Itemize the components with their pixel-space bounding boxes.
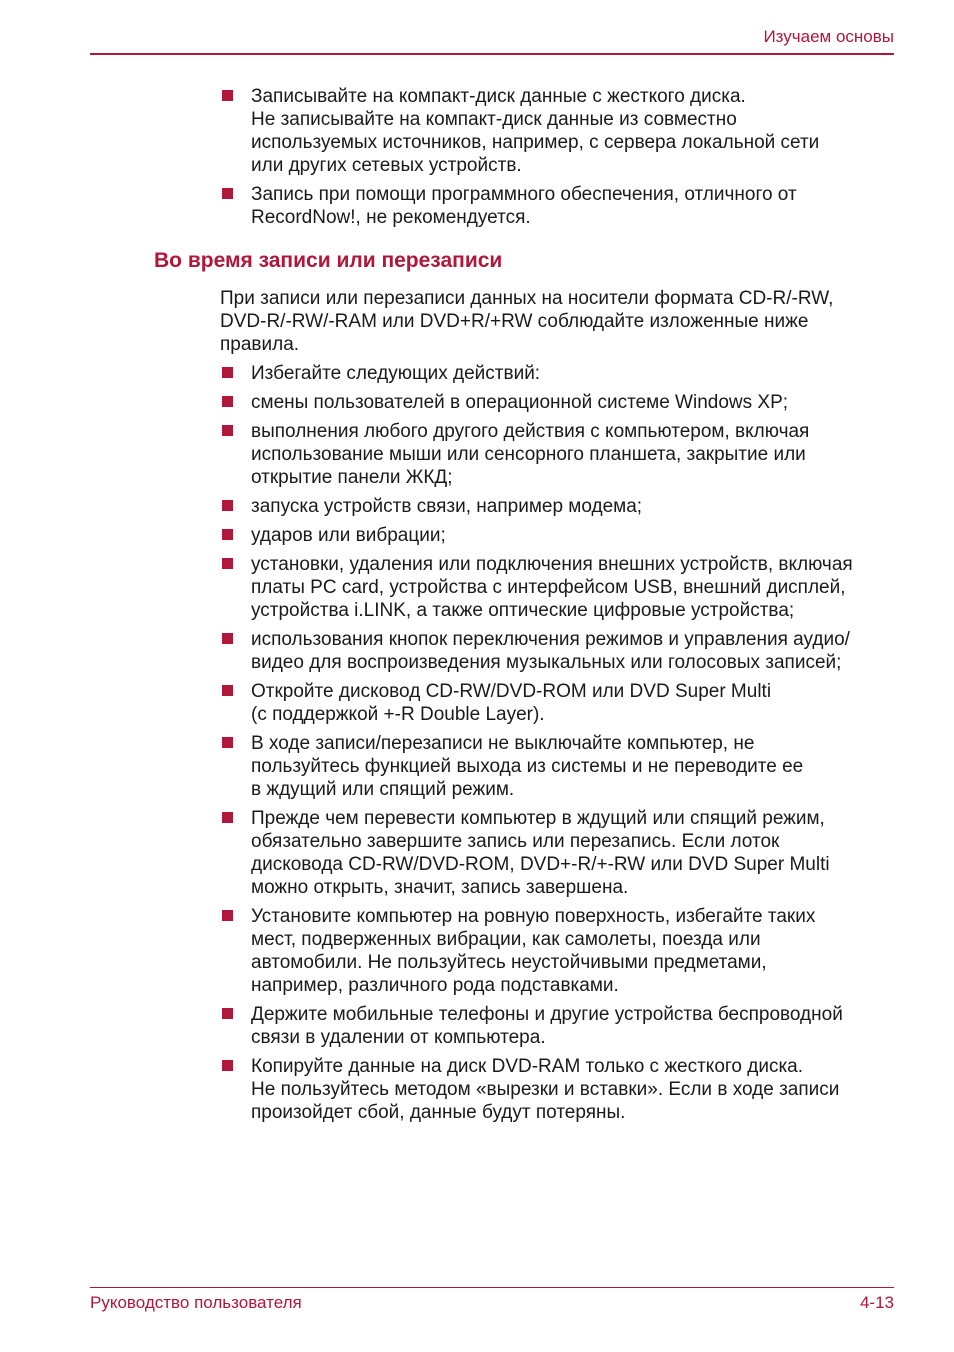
list-item-text: В ходе записи/перезаписи не выключайте компьютер, не пользуйтесь функцией выхода из системы и не переводите ее в ждущий или спящий режим. bbox=[251, 733, 804, 800]
square-bullet-icon bbox=[222, 367, 233, 378]
list-item-text: Запись при помощи программного обеспечения, отличного от RecordNow!, не рекомендуется. bbox=[251, 184, 797, 228]
footer-divider bbox=[90, 1287, 894, 1288]
list-item-text: запуска устройств связи, например модема; bbox=[251, 496, 643, 517]
list-item-text: выполнения любого другого действия с компьютером, включая использование мыши или сенсорного планшета, закрытие или открытие панели ЖКД; bbox=[251, 421, 810, 488]
list-item bbox=[220, 905, 910, 997]
list-item-text: Откройте дисковод CD-RW/DVD-ROM или DVD Super Multi (с поддержкой +-R Double Layer). bbox=[251, 681, 772, 725]
list-item-text: Установите компьютер на ровную поверхность, избегайте таких мест, подверженных вибрации, как самолеты, поезда или автомобили. Не пользуйтесь неустойчивыми предметами, например, различного рода подставками. bbox=[251, 906, 816, 996]
list-item-text: ударов или вибрации; bbox=[251, 525, 446, 546]
square-bullet-icon bbox=[222, 910, 233, 921]
list-item-text: Копируйте данные на диск DVD-RAM только с жесткого диска. Не пользуйтесь методом «вырезки и вставки». Если в ходе записи произойдет сбой, данные будут потеряны. bbox=[251, 1056, 840, 1123]
list-item bbox=[220, 183, 910, 229]
main-bullet-list bbox=[220, 362, 910, 1130]
list-item bbox=[220, 1055, 910, 1124]
square-bullet-icon bbox=[222, 90, 233, 101]
section-heading: Во время записи или перезаписи bbox=[154, 249, 503, 272]
list-item-text: Записывайте на компакт-диск данные с жесткого диска. Не записывайте на компакт-диск данные из совместно используемых источников, например, с сервера локальной сети или других сетевых устройств. bbox=[251, 86, 820, 176]
list-item-text: смены пользователей в операционной системе Windows XP; bbox=[251, 392, 789, 413]
square-bullet-icon bbox=[222, 558, 233, 569]
square-bullet-icon bbox=[222, 737, 233, 748]
list-item bbox=[220, 420, 910, 489]
square-bullet-icon bbox=[222, 529, 233, 540]
square-bullet-icon bbox=[222, 685, 233, 696]
list-item-text: Держите мобильные телефоны и другие устройства беспроводной связи в удалении от компьютера. bbox=[251, 1004, 843, 1048]
list-item-text: Прежде чем перевести компьютер в ждущий или спящий режим, обязательно завершите запись или перезапись. Если лоток дисковода CD-RW/DVD-ROM, DVD+-R/+-RW или DVD Super Multi можно открыть, значит, запись завершена. bbox=[251, 808, 830, 898]
list-item bbox=[220, 391, 910, 414]
list-item bbox=[220, 85, 910, 177]
square-bullet-icon bbox=[222, 500, 233, 511]
list-item bbox=[220, 732, 910, 801]
list-item-text: Избегайте следующих действий: bbox=[251, 363, 541, 384]
header-divider bbox=[90, 53, 894, 55]
list-item-text: установки, удаления или подключения внешних устройств, включая платы PC card, устройства с интерфейсом USB, внешний дисплей, устройства i.LINK, а также оптические цифровые устройства; bbox=[251, 554, 853, 621]
list-item bbox=[220, 524, 910, 547]
list-item bbox=[220, 807, 910, 899]
square-bullet-icon bbox=[222, 188, 233, 199]
square-bullet-icon bbox=[222, 633, 233, 644]
section-intro: При записи или перезаписи данных на носители формата CD-R/-RW, DVD-R/-RW/-RAM или DVD+R/+RW соблюдайте изложенные ниже правила. bbox=[220, 288, 834, 355]
square-bullet-icon bbox=[222, 1008, 233, 1019]
square-bullet-icon bbox=[222, 812, 233, 823]
header-title: Изучаем основы bbox=[763, 27, 894, 46]
list-item bbox=[220, 1003, 910, 1049]
list-item bbox=[220, 495, 910, 518]
square-bullet-icon bbox=[222, 425, 233, 436]
list-item bbox=[220, 680, 910, 726]
square-bullet-icon bbox=[222, 1060, 233, 1071]
footer-manual-title: Руководство пользователя bbox=[90, 1293, 302, 1312]
list-item bbox=[220, 362, 910, 385]
list-item bbox=[220, 553, 910, 622]
square-bullet-icon bbox=[222, 396, 233, 407]
list-item-text: использования кнопок переключения режимов и управления аудио/ видео для воспроизведения музыкальных или голосовых записей; bbox=[251, 629, 850, 673]
top-bullet-list bbox=[220, 85, 910, 235]
list-item bbox=[220, 628, 910, 674]
page-number: 4-13 bbox=[859, 1293, 894, 1312]
